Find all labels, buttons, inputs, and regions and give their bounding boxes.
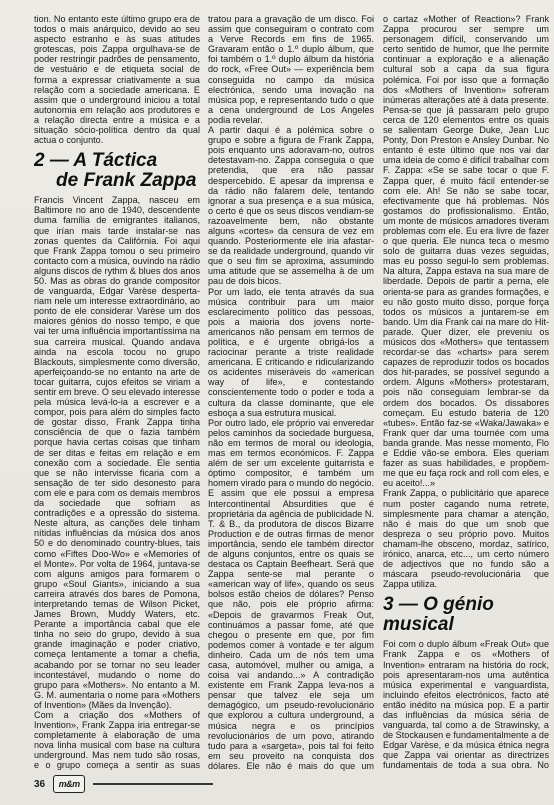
section-heading-2 <box>34 151 200 191</box>
paragraph: A partir daqui é a polémica sobre o grupo e sobre a figura de Frank Zappa, pois enquanto uns adoravam-no, outros detestavam-no. Zappa conseguia o que pretendia, que era não passar despercebido. E apesar da imprensa e da rádio não falarem dele, tentando ignorar a sua presença e a sua música, o certo é que os seus discos vendiam-se razoavelmente bem, não obstante alguns «cortes» da censura de vez em quando. Posteriormente ele iria afastar-se da realidade underground, quando vir que o seu fim se aproxima, assumindo uma atitude que se assemelha à de um pau de dois bicos. <box>208 125 374 287</box>
magazine-logo: m&m <box>53 775 85 793</box>
footer-rule <box>93 783 213 785</box>
page-footer <box>34 775 213 793</box>
paragraph: Com a criação dos «Mothers of Invention», Frank Zappa iria entregar-se completamente à elaboração de uma nova linha musical com base na cultura underground. Mas nem tudo são rosas, e o grupo começa a sentir as suas <box>34 710 200 771</box>
paragraph: tratou para a gravação de um disco. Foi assim que conseguiram o contrato com a Verve Records em fins de 1965. Gravaram então o 1.º duplo álbum, que foi também o 1.º duplo álbum da história do rock, «Free Out» — experiência bem conseguida no campo da música electrónica, sendo uma inovação na música pop, e representando tudo o que a cena underground de Los Angeles podia revelar. <box>208 14 374 125</box>
text-column-2 <box>208 14 374 772</box>
paragraph: Francis Vincent Zappa, nasceu em Baltimore no ano de 1940, descendente duma família de emigrantes italianos, que irían mais tarde instalar-se nas zonas quentes da Califórnia. Foi aqui que Frank Zappa tomou o seu primeiro contacto com a música, ouvindo na rádio alguns discos de rythm & blues dos anos 50. Mas as obras do grande compositor de vanguarda, Edgar Varèse despertariam nele um interesse extraordinário, ao ponto de ele considerar Varèse um dos maiores génios do nosso tempo, e que vai ter uma influência importantíssima na sua carreira musical. Quando andava ainda na escola tocou no grupo Blackouts, simplesmente como diversão, aperfeiçoando-se no entanto na arte de tocar guitarra, cujos efeitos se viriam a sentir em breve. O seu elevado interesse pela música levá-lo-ia a escrever e a compor, pois para além do simples facto de gostar disso, Frank Zappa tinha consciência de que o fazia também porque havia certas coisas que tinham de ser ditas e feitas em relação e em conexão com a sociedade. Ele sentia que se não intervisse ficaria com a sensação de ter sido desonesto para com ele e para com os demais membros da sociedade que sofriam as contradições e a opressão do sistema. Neste altura, as canções dele tinham nítidas influências da música dos anos 50 e do denominado country-blues, tais como «Fiftes Doo-Wo» e «Memories of el Monte». Por volta de 1964, juntava-se com alguns amigos para formarem o grupo «Soul Giants», iniciando a sua carreira através dos bares de Pomona, interpretando temas de Wilson Picket, James Brown, Muddy Waters, etc. Perante a importância cabal que ele tinha no seio do grupo, devido à sua grande imaginação e poder criativo, começa lentamente a tomar a chefia, acabando por se tornar no seu leader incontestável, mudando o nome do grupo para «Mothers». No entanto a M. G. M. aumentaria o nome para «Mothers of Invention» (Mães da Invenção). <box>34 195 200 710</box>
paragraph: Por um lado, ele tenta através da sua música contribuir para um maior esclarecimento político das pessoas, pois a maioria dos jovens norte-americanos não pensam em termos de política, e é urgente obrigá-los a raciocinar perante a triste realidade americana. E criticando e ridicularizando os acidentes miseráveis do «american way of life», e contestando conscientemente todo o poder e toda a cultura da classe dominante, que ele esboça a sua estrutura musical. <box>208 286 374 418</box>
paragraph: Foi com o duplo álbum «Freak Out» que Frank Zappa e os «Mothers of Invention» entraram na história do rock, pois apresentaram-nos uma autêntica música experimental e vanguardista, incluindo efeitos electrónicos, facto até então inédito na música pop. E a partir das influências da música séria de vanguarda, tal como a de Strawinsky, a de Stockausen e fundamentalmente a de Edgar Varèse, e da música étnica negra que Zappa vai orientar as directrizes fundamentais de toda a sua obra. No <box>383 639 549 771</box>
paragraph: tion. No entanto este último grupo era de todos o mais anárquico, devido ao seu aspecto estranho e às suas atitudes grotescas, pois Zappa orgulhava-se de poder restringir padrões de pensamento, de vestuário e de etiqueta social de forma a expressar criativamente a sua relação com a sociedade americana. E assim que o underground iniciou a total autonomia em relação aos produtores e a relação directa entre a música e a situação sócio-política dentro da qual actua o conjunto. <box>34 14 200 146</box>
text-column-1 <box>34 14 200 772</box>
heading-line-2: de Frank Zappa <box>56 170 197 192</box>
text-column-3 <box>383 14 549 772</box>
page-number: 36 <box>34 778 46 790</box>
heading-line-1: 2 — A Táctica <box>34 150 158 172</box>
paragraph: Por outro lado, ele próprio vai enveredar pelos caminhos da sociedade burguesa, não em termos de moral ou ideologia, mas em termos económicos. F. Zappa além de ser um excelente guitarrista e óptimo compositor, é também um homem virado para o mundo do negócio. E assim que ele possui a empresa Intercontinental Absurdities que é proprietária da agência de publicidade N. T. & B., da produtora de discos Bizarre Production e de outras firmas de menor importância, sendo ele também director de alguns conjuntos, entre os quais se destaca os Captain Beefheart. Será que Zappa sente-se mal perante o «american way of life», quando os seus bolsos estão cheios de dólares? Penso que não, pois ele próprio afirma: «Depois de gravarmos Freak Out, continuámos a passar fome, até que chegou o presente em que, por fim podemos comer à vontade e ter algum dinheiro. Cada um de nós tem uma casa, automóvel, mulher ou amiga, a coisa vai andando...» A contradição existente em Frank Zappa leva-nos a pensar que talvez ele seja um demagógico, um pseudo-revolucionário que explorou a cultura underground, a música negra e os princípios revolucionários de um povo, atirando tudo para a «sargeta», pois tal foi feito em seu proveito na conquista dos dólares. Ele não é mais do que um <box>208 417 374 771</box>
section-heading-3: 3 — O génio musical <box>383 594 494 636</box>
paragraph: Frank Zappa, o publicitário que aparece num poster cagando numa retrete, simplesmente para chamar a atenção, não é mais do que um snob que despreza o seu próprio povo. Muitos chamam-lhe obsceno, mordaz, satírico, irónico, anarca, etc..., um certo número de adjectivos que no fundo são a máscara pseudo-revolucionária que Zappa utiliza. <box>383 488 549 590</box>
paragraph: o cartaz «Mother of Reaction»? Frank Zappa procurou ser sempre um personagem difícil, conservando um certo sentido de humor, que lhe permite continuar a exploração e a alienação cultural sob a capa da sua figura polémica. Foi por isso que a formação dos «Mothers of Invention» sofreram inúmeras alterações até à data presente. Pensa-se que já passaram pelo grupo cerca de 120 elementos entre os quais se salientam George Duke, Jean Luc Ponty, Don Preston e Ansley Dunbar. No entanto é este último que nos vai dar uma ideia de como é difícil trabalhar com F. Zappa: «Se se sabe tocar o que F. Zappa quer, é muito fácil entender-se com ele. Ah! Se não se sabe tocar, efectivamente que há problemas. Nós gostamos do profissionalismo. Então, um monte de músicos amadores tiveram problemas com ele. Eu era livre de fazer o que queria. Ele nunca teca o mesmo solo de guitarra duas vezes seguidas, mas eu posso segui-lo sem problemas. Na altura, Zappa estava na sua mare de liberdade. Depois de partir a perna, ele orienta-se para as grandes formações, e eu não gosto muito disso, porque força todos os músicos a juntarem-se em bando. Um dia Frank cai na mare do Hit-parade. Quer dizer, ele preveniu os músicos dos «Mothers» que tentassem recordar-se das «charts» para serem capazes de reproduzir todos os bocados dos hit-parades, se possível segundo a ordem. Alguns «Mothers» protestaram, pois não conseguiam lembrar-se da ordem dos bocados. Os dissabores começam. Eu estudo bateria de 120 «tubes». Então faz-se «Waka/Jawaka» e Frank quer dar uma tournée com uma banda grande. Mas nesse momento, Flo e Eddie vão-se embora. Eles queriam fazer as suas habilidades, e propõem-me que eu faça rock and roll com eles, e eu aceito!...» <box>383 14 549 489</box>
